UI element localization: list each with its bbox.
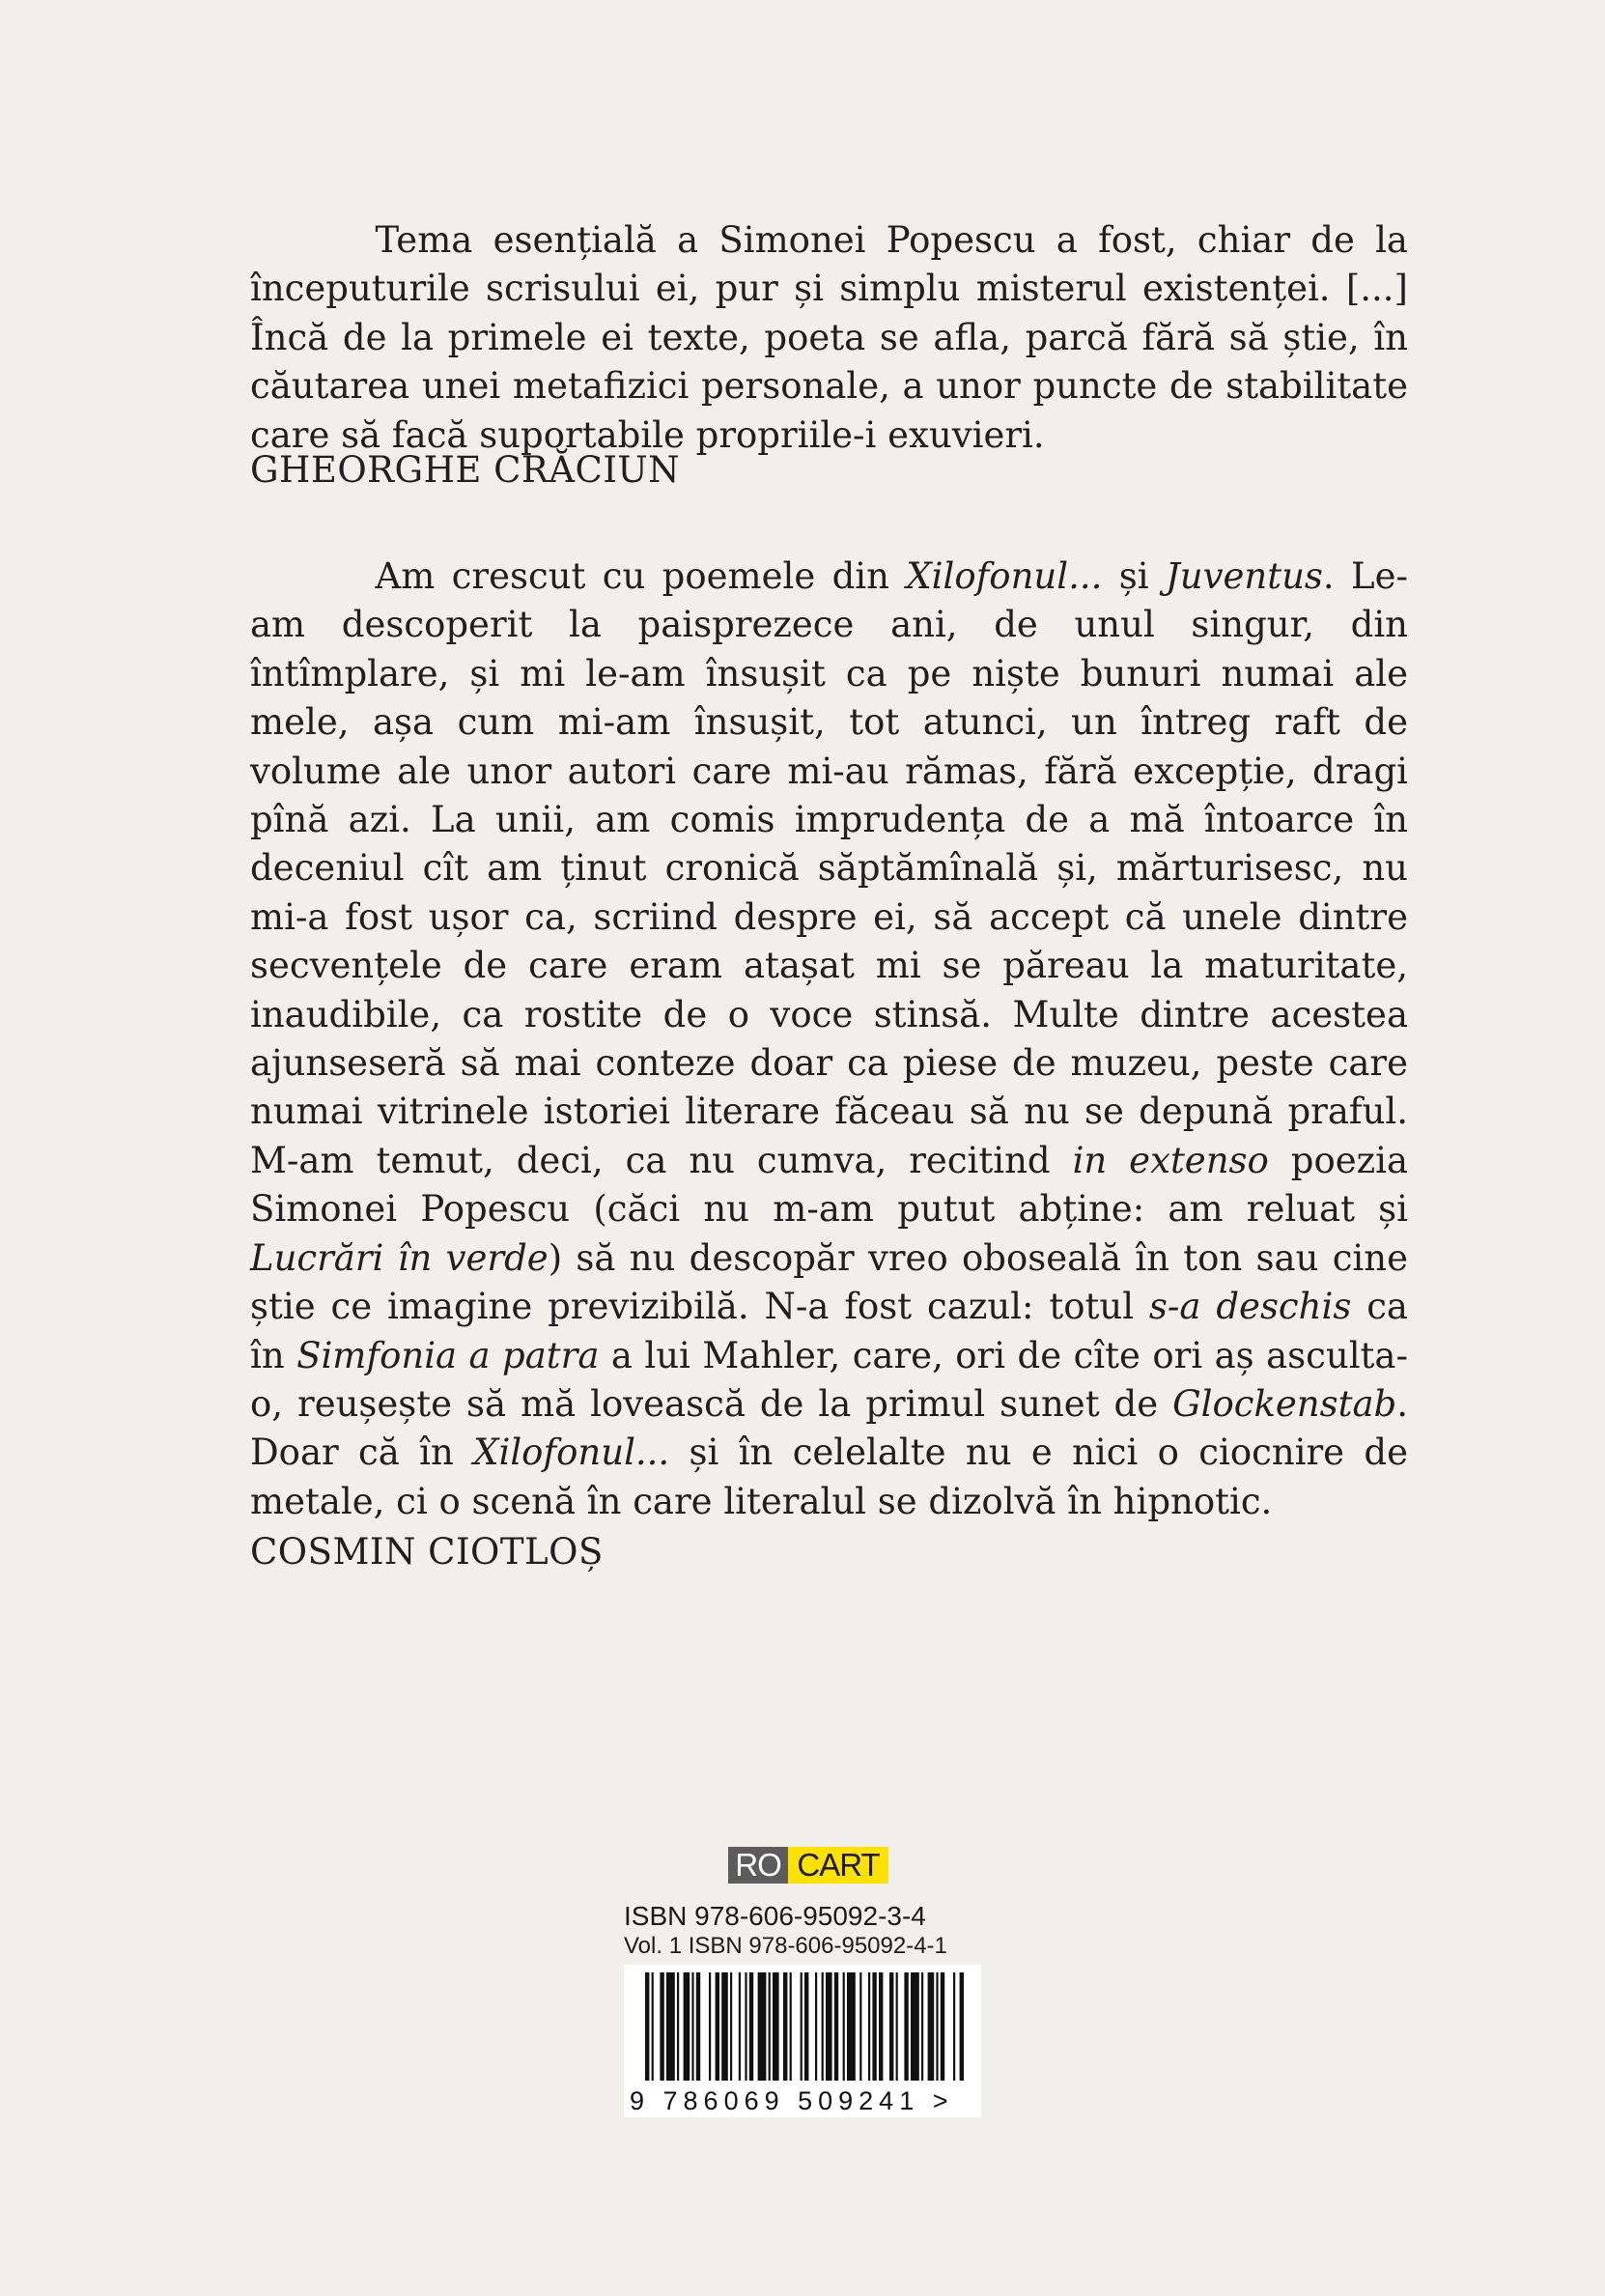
barcode-bar (758, 1972, 767, 2081)
barcode-bar (684, 1972, 690, 2081)
barcode-bar (801, 1972, 802, 2081)
review-author: COSMIN CIOTLOȘ (250, 1531, 604, 1573)
barcode-bar (721, 1972, 728, 2081)
rocart-logo (728, 1847, 888, 1884)
barcode-bar (960, 1972, 964, 2081)
barcode-graphic (624, 1965, 981, 2117)
barcode-bar (745, 1972, 746, 2081)
publisher-imprint (624, 1847, 981, 2117)
barcode-bar (904, 1972, 908, 2081)
barcode-bar (749, 1972, 753, 2081)
barcode-bar (709, 1972, 711, 2081)
barcode-bar (822, 1972, 824, 2081)
barcode-bar (804, 1972, 808, 2081)
review-cosmin-ciotlos (250, 553, 1408, 1577)
barcode-bar (941, 1972, 944, 2081)
barcode-bar (911, 1972, 919, 2081)
barcode-bar (928, 1972, 935, 2081)
barcode-bar (739, 1972, 741, 2081)
barcode-bar (826, 1972, 832, 2081)
barcode-bar (859, 1972, 861, 2081)
logo-ro-part: RO (728, 1847, 788, 1884)
barcode-bar (783, 1972, 787, 2081)
logo-cart-part: CART (788, 1847, 888, 1884)
barcode-bar (847, 1972, 856, 2081)
barcode-bar (652, 1972, 654, 2081)
barcode-bar (815, 1972, 817, 2081)
barcode-bar (843, 1972, 845, 2081)
isbn-text: ISBN 978-606-95092-3-4 (624, 1901, 926, 1931)
review-author: GHEORGHE CRĂCIUN (250, 449, 680, 492)
barcode-bar (677, 1972, 679, 2081)
barcode-bar (868, 1972, 870, 2081)
barcode-bar (666, 1972, 675, 2081)
barcode-bar (660, 1972, 663, 2081)
barcode-bar (691, 1972, 693, 2081)
review-text: Am crescut cu poemele din Xilofonul... și Juventus. Le-am descoperit la paisprezece ani, de unul singur, din întîmplare, și mi le-am însușit ca pe niște bunuri numai ale mele, așa cum mi-am însușit, tot atunci, un întreg raft de volume ale unor autori care mi-au rămas, fără excepție, dragi pînă azi. La unii, am comis imprudența de a mă întoarce în deceniul cît am ținut cronică săptămînală și, mărturisesc, nu mi-a fost ușor ca, scriind despre ei, să accept că unele dintre secvențele de care eram atașat mi se păreau la maturitate, inaudibile, ca rostite de o voce stinsă. Multe dintre acestea ajunseseră să mai conteze doar ca piese de muzeu, peste care numai vitrinele istoriei literare făceau să nu se depună praful. M-am temut, deci, ca nu cumva, recitind in extenso poezia Simonei Popescu (căci nu m-am putut abține: am reluat și Lucrări în verde) să nu descopăr vreo oboseală în ton sau cine știe ce imagine previzibilă. N-a fost cazul: totul s-a deschis ca în Simfonia a patra a lui Mahler, care, ori de cîte ori aș asculta-o, reușește să mă lovească de la primul sunet de Glockenstab. Doar că în Xilofonul... și în celelalte nu e nici o ciocnire de metale, ci o scenă în care literalul se dizolvă în hipnotic. (250, 555, 1409, 1522)
volume-isbn-text: Vol. 1 ISBN 978-606-95092-4-1 (624, 1933, 947, 1959)
barcode-bar (790, 1972, 792, 2081)
barcode-bar (834, 1972, 838, 2081)
barcode-bar (872, 1972, 876, 2081)
barcode-bar (730, 1972, 732, 2081)
barcode-bar (936, 1972, 938, 2081)
barcode-bar (716, 1972, 719, 2081)
barcode-bar (921, 1972, 923, 2081)
barcode-bar (889, 1972, 893, 2081)
barcode-bar (769, 1972, 771, 2081)
review-gheorghe-craciun (250, 216, 1408, 495)
barcode-bar (953, 1972, 955, 2081)
barcode-bar (879, 1972, 883, 2081)
barcode-bar (896, 1972, 898, 2081)
barcode-digits: 9 786069 509241 > (630, 2086, 954, 2115)
barcode (624, 1965, 981, 2117)
review-text: Tema esențială a Simonei Popescu a fost, chiar de la începuturile scrisului ei, pur și simplu misterul existenței. [...] Încă de la primele ei texte, poeta se afla, parcă fără să știe, în căutarea unei metafizici personale, a unor puncte de stabilitate care să facă suportabile propriile-i exuvieri. (250, 219, 1408, 456)
barcode-bar (773, 1972, 779, 2081)
barcode-bar (696, 1972, 700, 2081)
barcode-bar (645, 1972, 649, 2081)
